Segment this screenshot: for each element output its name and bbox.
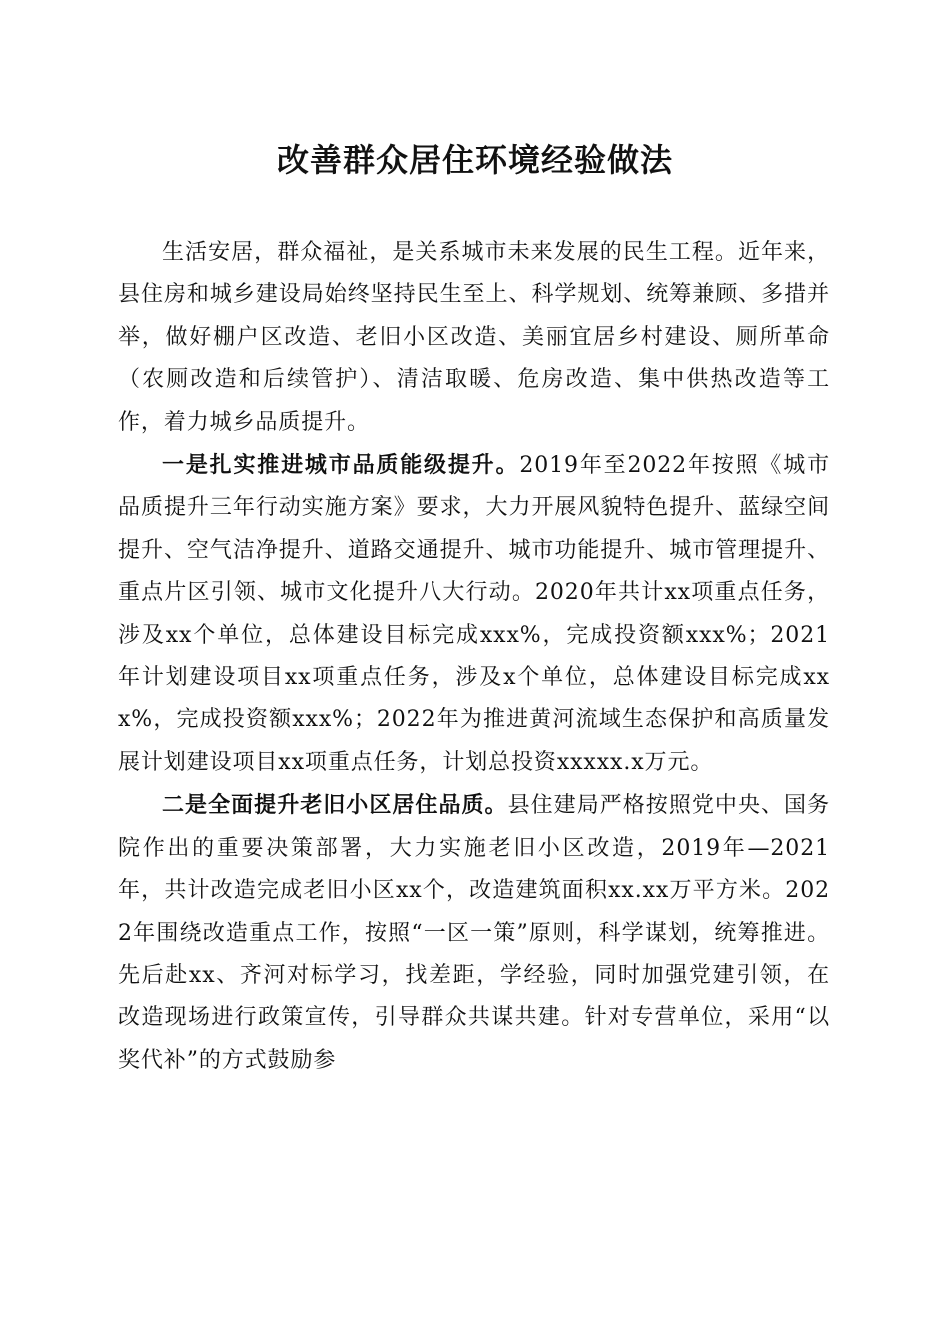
paragraph-text: 2019年至2022年按照《城市品质提升三年行动实施方案》要求，大力开展风貌特色提升、蓝绿空间提升、空气洁净提升、道路交通提升、城市功能提升、城市管理提升、重点片区引领、城市文化提升八大行动。2020年共计xx项重点任务，涉及xx个单位，总体建设目标完成xxx%，完成投资额xxx%；2021年计划建设项目xx项重点任务，涉及x个单位，总体建设目标完成xxx%，完成投资额xxx%；2022年为推进黄河流域生态保护和高质量发展计划建设项目xx项重点任务，计划总投资xxxxx.x万元。 — [118, 453, 830, 775]
document-title: 改善群众居住环境经验做法 — [276, 141, 673, 179]
paragraph-intro — [118, 232, 830, 444]
paragraph-text: 县住建局严格按照党中央、国务院作出的重要决策部署，大力实施老旧小区改造，2019年—2021年，共计改造完成老旧小区xx个，改造建筑面积xx.xx万平方米。2022年围绕改造重点工作，按照“一区一策”原则，科学谋划，统筹推进。先后赴xx、齐河对标学习，找差距，学经验，同时加强党建引领，在改造现场进行政策宣传，引导群众共谋共建。针对专营单位，采用“以奖代补”的方式鼓励参 — [118, 793, 830, 1073]
paragraph-old-communities — [118, 784, 830, 1082]
paragraph-text: 生活安居，群众福祉，是关系城市未来发展的民生工程。近年来，县住房和城乡建设局始终坚持民生至上、科学规划、统筹兼顾、多措并举，做好棚户区改造、老旧小区改造、美丽宜居乡村建设、厕所革命（农厕改造和后续管护）、清洁取暖、危房改造、集中供热改造等工作，着力城乡品质提升。 — [118, 240, 830, 435]
paragraph-city-quality — [118, 444, 830, 784]
document-body — [118, 232, 830, 1082]
paragraph-lead: 一是扎实推进城市品质能级提升。 — [162, 452, 520, 479]
paragraph-lead: 二是全面提升老旧小区居住品质。 — [162, 792, 508, 819]
